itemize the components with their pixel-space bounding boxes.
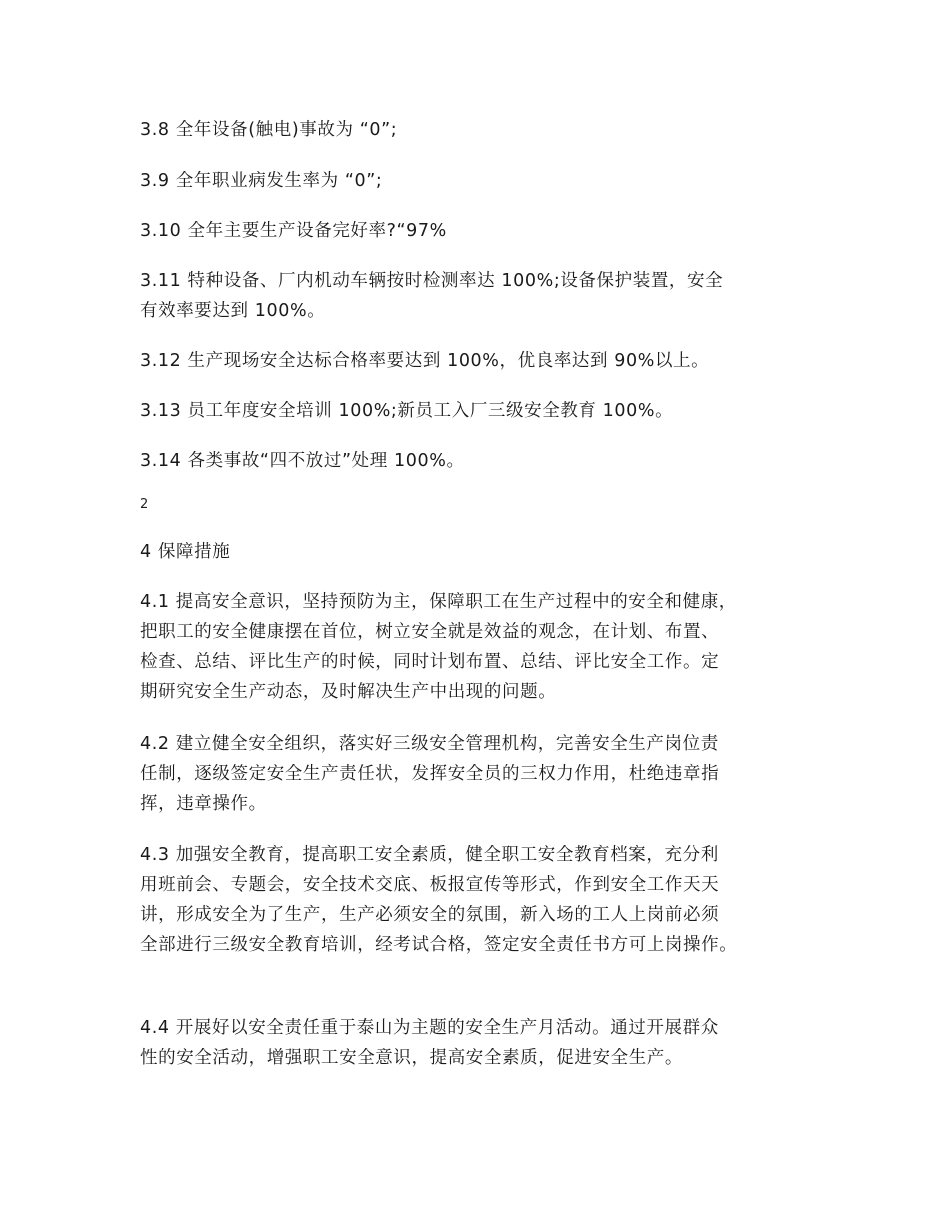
item-3-14 — [140, 446, 820, 476]
measure-4-3-line-3: 讲，形成安全为了生产，生产必须安全的氛围，新入场的工人上岗前必须 — [140, 905, 720, 925]
measure-4-2 — [140, 729, 820, 819]
section-heading — [140, 537, 820, 567]
item-3-8 — [140, 115, 820, 145]
item-3-12 — [140, 346, 820, 376]
measure-4-4-line-2: 性的安全活动，增强职工安全意识，提高安全素质，促进安全生产。 — [140, 1048, 683, 1068]
measure-4-3-line-2: 用班前会、专题会，安全技术交底、板报宣传等形式，作到安全工作天天 — [140, 875, 720, 895]
measure-4-1-line-1: 4.1 提高安全意识，坚持预防为主，保障职工在生产过程中的安全和健康， — [140, 592, 737, 612]
measure-4-1-line-4: 期研究安全生产动态，及时解决生产中出现的问题。 — [140, 682, 557, 702]
item-3-10-text: 3.10 全年主要生产设备完好率?“97% — [140, 221, 447, 241]
section-heading-text: 4 保障措施 — [140, 542, 231, 562]
measure-4-2-line-1: 4.2 建立健全安全组织，落实好三级安全管理机构，完善安全生产岗位责 — [140, 734, 719, 754]
item-3-11-line-1: 3.11 特种设备、厂内机动车辆按时检测率达 100%;设备保护装置，安全 — [140, 271, 724, 291]
item-3-13 — [140, 396, 820, 426]
item-3-9-text: 3.9 全年职业病发生率为 “0”; — [140, 171, 383, 191]
measure-4-2-line-3: 挥，违章操作。 — [140, 794, 267, 814]
item-3-12-text: 3.12 生产现场安全达标合格率要达到 100%，优良率达到 90%以上。 — [140, 351, 710, 371]
measure-4-1-line-3: 检查、总结、评比生产的时候，同时计划布置、总结、评比安全工作。定 — [140, 652, 720, 672]
measure-4-3-line-4: 全部进行三级安全教育培训，经考试合格，签定安全责任书方可上岗操作。 — [140, 935, 738, 955]
item-3-11-line-2: 有效率要达到 100%。 — [140, 301, 326, 321]
item-3-8-text: 3.8 全年设备(触电)事故为 “0”; — [140, 120, 398, 140]
measure-4-3 — [140, 840, 830, 960]
measure-4-1-line-2: 把职工的安全健康摆在首位，树立安全就是效益的观念，在计划、布置、 — [140, 622, 720, 642]
measure-4-2-line-2: 任制，逐级签定安全生产责任状，发挥安全员的三权力作用，杜绝违章指 — [140, 764, 720, 784]
item-3-14-text: 3.14 各类事故“四不放过”处理 100%。 — [140, 451, 465, 471]
item-3-9 — [140, 166, 820, 196]
item-3-10 — [140, 216, 820, 246]
page-number: 2 — [140, 497, 149, 512]
item-3-11 — [140, 266, 820, 326]
measure-4-3-line-1: 4.3 加强安全教育，提高职工安全素质，健全职工安全教育档案，充分利 — [140, 845, 719, 865]
item-3-13-text: 3.13 员工年度安全培训 100%;新员工入厂三级安全教育 100%。 — [140, 401, 674, 421]
measure-4-4-line-1: 4.4 开展好以安全责任重于泰山为主题的安全生产月活动。通过开展群众 — [140, 1018, 719, 1038]
measure-4-1 — [140, 587, 820, 707]
measure-4-4 — [140, 1013, 820, 1073]
